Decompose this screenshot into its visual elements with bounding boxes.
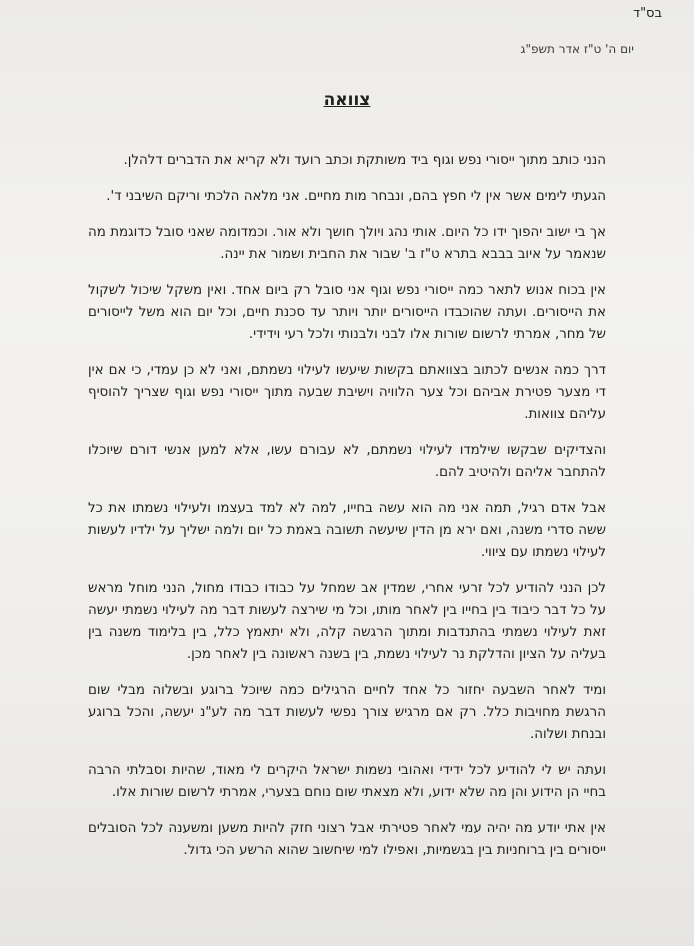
paragraph: דרך כמה אנשים לכתוב בצוואתם בקשות שיעשו לעילוי נשמתם, ואני לא כן עמדי, כי אם אין די מצער פטירת אביהם וכל צער הלוויה וישיבת שבעה מתוך ייסורי נפש וגוף שצריך להוסיף עליהם צוואות. [88, 363, 606, 422]
document-title: צוואה [323, 90, 371, 110]
paragraph: הנני כותב מתוך ייסורי נפש וגוף ביד משותקת וכתב רועד ולא קריא את הדברים דלהלן. [123, 153, 606, 168]
paragraph: אין בכוח אנוש לתאר כמה ייסורי נפש וגוף אני סובל רק ביום אחד. ואין משקל שיכול לשקול את הייסורים. ועתה שהוכבדו הייסורים יותר ויותר עד סכנת חיים, וכל יום הוא משל לייסורים של מחר, אמרתי לרשום שורות אלו לבני ולבנותי ולכל רעי וידידי. [88, 283, 606, 342]
paragraph: ומיד לאחר השבעה יחזור כל אחד לחיים הרגילים כמה שיוכל ברוגע ובשלוה מבלי שום הרגשת מחויבות כלל. רק אם מרגיש צורך נפשי לעשות דבר מה לע"נ יעשה, והכל ברוגע ובנחת ושלוה. [88, 683, 606, 742]
paragraph: הגעתי לימים אשר אין לי חפץ בהם, ונבחר מות מחיים. אני מלאה הלכתי וריקם השיבני ד'. [106, 189, 606, 204]
letter-body [88, 150, 606, 876]
paragraph: אין אתי יודע מה יהיה עמי לאחר פטירתי אבל רצוני חזק להיות משען ומשענה לכל הסובלים ייסורים בין ברוחניות בין בגשמיות, ואפילו למי שיחשוב שהוא הרשע הכי גדול. [88, 821, 606, 858]
paragraph: אך בי ישוב יהפוך ידו כל היום. אותי נהג ויולך חושך ולא אור. וכמדומה שאני סובל כדוגמת מה שנאמר על איוב בבבא בתרא ט"ז ב' שבור את החבית ושמור את יינה. [88, 225, 606, 262]
paragraph: ועתה יש לי להודיע לכל ידידי ואהובי נשמות ישראל היקרים לי מאוד, שהיות וסבלתי הרבה בחיי הן הידוע והן מה שלא ידוע, ולא מצאתי שום נוחם בצערי, אמרתי לרשום שורות אלו. [88, 763, 606, 800]
paragraph: והצדיקים שבקשו שילמדו לעילוי נשמתם, לא עבורם עשו, אלא למען אנשי דורם שיוכלו להתחבר אליהם ולהיטיב להם. [88, 443, 606, 480]
paragraph: אבל אדם רגיל, תמה אני מה הוא עשה בחייו, למה לא למד בעצמו ולעילוי נשמתו את כל ששה סדרי משנה, ואם ירא מן הדין שיעשה תשובה באמת כל יום ולמה ישליך על ילדיו לעשות לעילוי נשמתו עם ציווי. [88, 501, 606, 560]
paragraph: לכן הנני להודיע לכל זרעי אחרי, שמדין אב שמחל על כבודו כבודו מחול, הנני מוחל מראש על כל דבר כיבוד בין בחייו בין לאחר מותו, וכל מי שירצה לעשות דבר מה לעילוי נשמתי יעשה זאת לעילוי נשמתי בהתנדבות ומתוך הרגשה קלה, ולא יתאמץ כלל, בין בלימוד משנה בין בעליה על הציון והדלקת נר לעילוי נשמת, בין בשנה ראשונה בין לאחר מכן. [88, 581, 606, 662]
date-line: יום ה' ט"ז אדר תשפ"ג [520, 42, 634, 56]
bsd-header: בס"ד [632, 6, 662, 21]
